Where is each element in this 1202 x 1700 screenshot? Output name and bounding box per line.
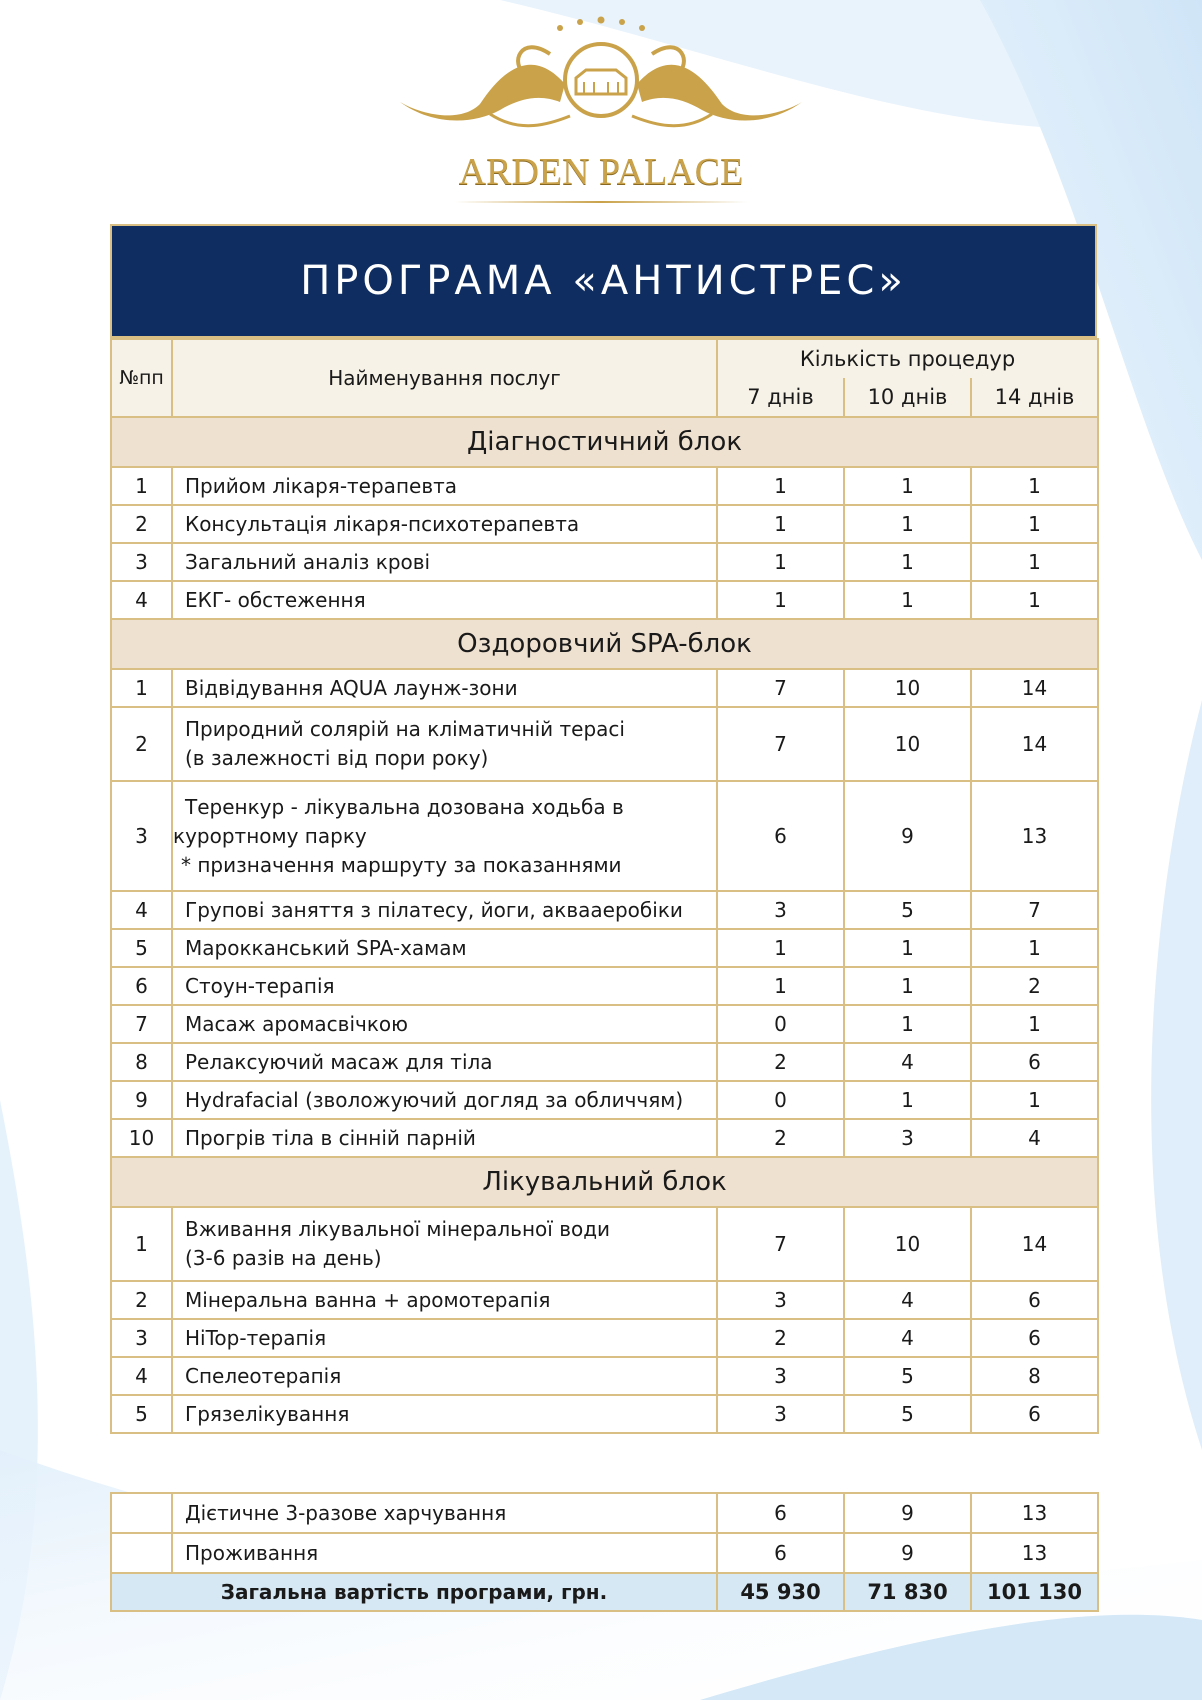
table-row: [111, 1043, 1098, 1081]
service-name: [172, 581, 717, 619]
procedure-count: 6: [971, 1281, 1098, 1319]
service-name-line: Спелеотерапія: [185, 1364, 342, 1388]
procedure-count: 1: [844, 581, 971, 619]
row-number: 1: [111, 1207, 172, 1281]
header-row: [111, 339, 1098, 378]
table-row: [111, 781, 1098, 891]
service-name: [172, 669, 717, 707]
total-price: 71 830: [844, 1573, 971, 1611]
procedure-count: 1: [844, 467, 971, 505]
section-title: Оздоровчий SPA-блок: [111, 619, 1098, 669]
service-name-line: Hydrafacial (зволожуючий догляд за обличчям): [185, 1088, 684, 1112]
procedure-count: 2: [717, 1119, 844, 1157]
table-row: [111, 1281, 1098, 1319]
summary-count: 9: [844, 1493, 971, 1533]
service-name: [172, 707, 717, 781]
header-day-7: 7 днів: [717, 378, 844, 417]
title-bar: [110, 224, 1097, 338]
service-name: [172, 781, 717, 891]
total-price: 45 930: [717, 1573, 844, 1611]
row-number: 9: [111, 1081, 172, 1119]
procedure-count: 1: [971, 929, 1098, 967]
procedure-count: 1: [971, 467, 1098, 505]
procedure-count: 5: [844, 1357, 971, 1395]
procedures-table: [110, 338, 1099, 1434]
table-row: [111, 1395, 1098, 1433]
section-title: Лікувальний блок: [111, 1157, 1098, 1207]
procedure-count: 1: [717, 929, 844, 967]
procedure-count: 7: [971, 891, 1098, 929]
header-num: №пп: [111, 339, 172, 417]
service-name-line: HiTop-терапія: [185, 1326, 327, 1350]
service-name-line: Теренкур - лікувальна дозована ходьба в: [185, 794, 624, 819]
service-name: [172, 1357, 717, 1395]
program-table-frame: [110, 224, 1097, 1619]
row-number: 7: [111, 1005, 172, 1043]
table-row: [111, 1207, 1098, 1281]
procedure-count: 5: [844, 891, 971, 929]
procedure-count: 1: [971, 581, 1098, 619]
section-title: Діагностичний блок: [111, 417, 1098, 467]
service-name-line: Загальний аналіз крові: [185, 550, 431, 574]
service-name-line: ЕКГ- обстеження: [185, 588, 366, 612]
table-row: [111, 1005, 1098, 1043]
service-name-line: Групові заняття з пілатесу, йоги, аквааеробіки: [185, 898, 683, 922]
procedure-count: 1: [844, 1005, 971, 1043]
row-number-empty: [111, 1493, 172, 1533]
service-name-line: Прийом лікаря-терапевта: [185, 474, 458, 498]
procedure-count: 7: [717, 707, 844, 781]
table-row: [111, 1119, 1098, 1157]
row-number: 8: [111, 1043, 172, 1081]
procedure-count: 1: [717, 505, 844, 543]
table-row: [111, 891, 1098, 929]
service-name-line: Стоун-терапія: [185, 974, 335, 998]
table-row: [111, 929, 1098, 967]
procedure-count: 10: [844, 707, 971, 781]
summary-table: [110, 1492, 1099, 1612]
service-name: [172, 1281, 717, 1319]
summary-count: 6: [717, 1533, 844, 1573]
crown-ornament-icon: [400, 14, 802, 154]
procedure-count: 1: [717, 467, 844, 505]
procedure-count: 1: [717, 967, 844, 1005]
row-number: 1: [111, 669, 172, 707]
procedure-count: 3: [844, 1119, 971, 1157]
logo-text: ARDEN PALACE: [458, 151, 744, 193]
service-name-line: Природний солярій на кліматичній терасі: [185, 717, 625, 741]
procedure-count: 6: [717, 781, 844, 891]
service-name-line: Мінеральна ванна + аромотерапія: [185, 1288, 551, 1312]
service-name-line: Масаж аромасвічкою: [185, 1012, 408, 1036]
service-name-line: (в залежності від пори року): [185, 746, 489, 770]
procedure-count: 1: [717, 543, 844, 581]
row-number: 3: [111, 781, 172, 891]
row-number: 3: [111, 1319, 172, 1357]
arden-palace-logo: [400, 14, 802, 204]
procedure-count: 1: [971, 543, 1098, 581]
procedure-count: 14: [971, 669, 1098, 707]
summary-count: 13: [971, 1493, 1098, 1533]
total-label: Загальна вартість програми, грн.: [111, 1573, 717, 1611]
logo-underline: [455, 201, 747, 203]
row-number: 10: [111, 1119, 172, 1157]
section-row: [111, 619, 1098, 669]
table-row: [111, 1081, 1098, 1119]
service-name: [172, 1395, 717, 1433]
service-name-line: Прогрів тіла в сінній парній: [185, 1126, 476, 1150]
table-row: [111, 707, 1098, 781]
service-name: [172, 543, 717, 581]
header-day-10: 10 днів: [844, 378, 971, 417]
row-number: 2: [111, 707, 172, 781]
procedure-count: 7: [717, 1207, 844, 1281]
summary-name: Проживання: [172, 1533, 717, 1573]
service-name-line: Відвідування AQUA лаунж-зони: [185, 676, 518, 700]
summary-count: 13: [971, 1533, 1098, 1573]
procedure-count: 14: [971, 707, 1098, 781]
row-number: 5: [111, 929, 172, 967]
service-name-line: курортному парку: [173, 823, 367, 848]
procedure-count: 4: [844, 1319, 971, 1357]
service-name-line: (3-6 разів на день): [185, 1246, 382, 1270]
header-name: Найменування послуг: [172, 339, 717, 417]
table-row: [111, 1357, 1098, 1395]
service-name-line: Релаксуючий масаж для тіла: [185, 1050, 493, 1074]
procedure-count: 1: [971, 505, 1098, 543]
service-name: [172, 1005, 717, 1043]
procedure-count: 1: [717, 581, 844, 619]
procedure-count: 1: [844, 967, 971, 1005]
procedure-count: 9: [844, 781, 971, 891]
section-row: [111, 1157, 1098, 1207]
table-row: [111, 543, 1098, 581]
procedure-count: 14: [971, 1207, 1098, 1281]
service-name: [172, 1081, 717, 1119]
procedure-count: 4: [844, 1281, 971, 1319]
service-name: [172, 467, 717, 505]
procedure-count: 4: [971, 1119, 1098, 1157]
service-name-line: * призначення маршруту за показаннями: [181, 852, 622, 877]
procedure-count: 0: [717, 1081, 844, 1119]
procedure-count: 3: [717, 891, 844, 929]
service-name: [172, 505, 717, 543]
service-name-line: Вживання лікувальної мінеральної води: [185, 1217, 611, 1241]
procedure-count: 1: [971, 1081, 1098, 1119]
service-name: [172, 967, 717, 1005]
procedure-count: 6: [971, 1319, 1098, 1357]
procedure-count: 2: [971, 967, 1098, 1005]
procedure-count: 0: [717, 1005, 844, 1043]
section-row: [111, 417, 1098, 467]
service-name-line: Консультація лікаря-психотерапевта: [185, 512, 580, 536]
row-number: 4: [111, 581, 172, 619]
header-day-14: 14 днів: [971, 378, 1098, 417]
procedure-count: 4: [844, 1043, 971, 1081]
summary-count: 9: [844, 1533, 971, 1573]
table-row: [111, 581, 1098, 619]
procedure-count: 1: [844, 505, 971, 543]
total-row: [111, 1573, 1098, 1611]
service-name: [172, 1043, 717, 1081]
service-name: [172, 1119, 717, 1157]
procedure-count: 10: [844, 669, 971, 707]
procedure-count: 1: [844, 1081, 971, 1119]
total-price: 101 130: [971, 1573, 1098, 1611]
row-number-empty: [111, 1533, 172, 1573]
row-number: 4: [111, 1357, 172, 1395]
procedure-count: 2: [717, 1319, 844, 1357]
procedure-count: 10: [844, 1207, 971, 1281]
service-name: [172, 1319, 717, 1357]
service-name: [172, 891, 717, 929]
procedure-count: 6: [971, 1043, 1098, 1081]
table-row: [111, 505, 1098, 543]
service-name-line: Марокканський SPA-хамам: [185, 936, 467, 960]
procedure-count: 8: [971, 1357, 1098, 1395]
summary-name: Дієтичне 3-разове харчування: [172, 1493, 717, 1533]
procedure-count: 3: [717, 1395, 844, 1433]
row-number: 1: [111, 467, 172, 505]
service-name: [172, 1207, 717, 1281]
service-name-line: Грязелікування: [185, 1402, 350, 1426]
summary-count: 6: [717, 1493, 844, 1533]
table-row: [111, 967, 1098, 1005]
procedure-count: 3: [717, 1357, 844, 1395]
table-row: [111, 467, 1098, 505]
row-number: 6: [111, 967, 172, 1005]
procedure-count: 3: [717, 1281, 844, 1319]
procedure-count: 1: [844, 929, 971, 967]
table-row: [111, 669, 1098, 707]
procedure-count: 1: [844, 543, 971, 581]
procedure-count: 13: [971, 781, 1098, 891]
procedure-count: 7: [717, 669, 844, 707]
row-number: 3: [111, 543, 172, 581]
procedure-count: 5: [844, 1395, 971, 1433]
summary-row: [111, 1493, 1098, 1533]
procedure-count: 6: [971, 1395, 1098, 1433]
service-name: [172, 929, 717, 967]
row-number: 2: [111, 1281, 172, 1319]
row-number: 4: [111, 891, 172, 929]
row-number: 5: [111, 1395, 172, 1433]
table-row: [111, 1319, 1098, 1357]
summary-row: [111, 1533, 1098, 1573]
row-number: 2: [111, 505, 172, 543]
page-title: ПРОГРАМА «АНТИСТРЕС»: [300, 258, 907, 304]
procedure-count: 1: [971, 1005, 1098, 1043]
header-count: Кількість процедур: [717, 339, 1098, 378]
procedure-count: 2: [717, 1043, 844, 1081]
